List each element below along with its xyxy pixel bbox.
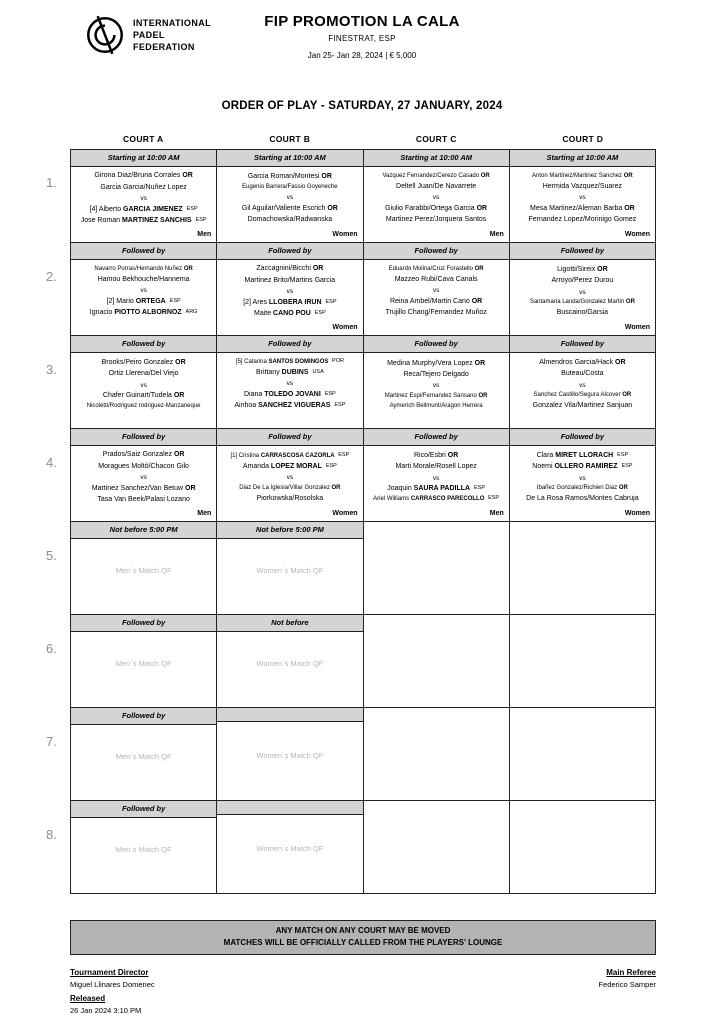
vs-label: vs <box>140 381 147 389</box>
match-cell <box>217 708 363 801</box>
cell-schedule-label: Followed by <box>71 243 216 260</box>
match-body <box>71 167 216 231</box>
match-body <box>217 815 362 882</box>
match-body <box>71 260 216 324</box>
schedule-row <box>38 522 656 615</box>
player-line: Medina Murphy/Vera Lopez OR <box>387 359 486 367</box>
main-referee-label: Main Referee <box>606 967 656 977</box>
gender-label: Men <box>197 510 212 517</box>
player-line: Women´s Match QF <box>256 843 324 853</box>
logo-line: FEDERATION <box>133 42 195 53</box>
player-line: Reina Ambel/Martin Cano OR <box>390 297 483 305</box>
row-number: 4. <box>46 455 57 470</box>
player-line: Nicoletti/Rodriguez rodriguez-Manzaneque <box>86 403 201 410</box>
court-header: COURT D <box>562 134 604 144</box>
gender-label <box>71 324 216 335</box>
match-body <box>71 818 216 882</box>
match-cell <box>510 801 656 894</box>
player-line: Reca/Tejero Delgado <box>403 370 469 378</box>
order-of-play-table <box>38 134 656 894</box>
gender-label <box>217 696 362 707</box>
player-line: Ainhoa SANCHEZ VIGUERAS ESP <box>234 402 346 410</box>
match-cell <box>217 615 363 708</box>
gender-label <box>364 882 509 893</box>
row-number: 8. <box>46 827 57 842</box>
cell-schedule-label <box>217 801 362 815</box>
player-line: Men´s Match QF <box>115 845 172 855</box>
cell-schedule-label: Followed by <box>217 336 362 353</box>
cell-schedule-label: Followed by <box>364 336 509 353</box>
player-line: Women´s Match QF <box>256 750 324 760</box>
player-line: Diana TOLEDO JOVANI ESP <box>244 390 336 398</box>
row-number: 7. <box>46 734 57 749</box>
match-body <box>217 446 362 510</box>
player-line: Domachowska/Radwanska <box>247 216 333 224</box>
gender-label <box>364 324 509 335</box>
schedule-row <box>38 801 656 894</box>
player-line: Martinez Sanchez/Van Betuw OR <box>91 484 196 492</box>
match-cell <box>71 708 217 801</box>
match-body <box>364 260 509 324</box>
match-body <box>217 260 362 324</box>
cell-schedule-label <box>217 708 362 722</box>
match-cell <box>510 522 656 615</box>
player-line: Garcia Garcia/Nuñez Lopez <box>100 183 187 191</box>
match-body <box>510 260 655 324</box>
player-line: Men´s Match QF <box>115 566 172 576</box>
match-body <box>217 539 362 603</box>
vs-label: vs <box>579 474 586 482</box>
cell-schedule-label: Not before 5:00 PM <box>71 522 216 539</box>
player-line: Arroyo/Perez Durou <box>551 277 614 285</box>
schedule-row <box>38 708 656 801</box>
document-header <box>0 0 724 88</box>
gender-label: Women <box>332 510 358 517</box>
cell-schedule-label: Starting at 10:00 AM <box>71 150 216 167</box>
player-line: De La Rosa Ramos/Montes Cabruja <box>526 495 639 503</box>
match-cell <box>217 429 363 522</box>
cell-schedule-label: Not before 5:00 PM <box>217 522 362 539</box>
vs-label: vs <box>579 194 586 202</box>
match-body <box>71 353 216 417</box>
match-cell <box>364 522 510 615</box>
player-line: Navarro Porras/Hernando Nuñez OR <box>94 266 193 273</box>
cell-schedule-label: Followed by <box>217 243 362 260</box>
match-cell <box>71 336 217 429</box>
match-body <box>510 801 655 882</box>
match-cell <box>510 243 656 336</box>
match-cell <box>217 336 363 429</box>
vs-label: vs <box>140 194 147 202</box>
match-body <box>217 632 362 696</box>
player-line: Garcia Roman/Montesi OR <box>247 173 332 181</box>
gender-label <box>217 789 362 800</box>
vs-label: vs <box>140 287 147 295</box>
player-line: Deltell Juan/De Navarrete <box>396 183 477 191</box>
match-body <box>217 167 362 231</box>
player-line: Anton Martinez/Martinez Sanchez OR <box>532 173 633 180</box>
player-line: [4] Alberto GARCIA JIMENEZ ESP <box>89 205 198 213</box>
match-body <box>217 722 362 789</box>
player-line: Sanchez Castillo/Segura Alcover OR <box>533 392 632 399</box>
player-line: Ortiz Llerena/Del Viejo <box>108 370 179 378</box>
match-cell <box>364 243 510 336</box>
gender-label: Men <box>489 510 504 517</box>
player-line: [1] Cristina CARRASCOSA CAZORLA ESP <box>230 451 350 459</box>
cell-schedule-label: Not before <box>217 615 362 632</box>
gender-label: Women <box>332 231 358 238</box>
row-number: 5. <box>46 548 57 563</box>
player-line: Brooks/Peiro Gonzalez OR <box>101 359 186 367</box>
match-body <box>364 446 509 510</box>
match-cell <box>71 150 217 243</box>
match-body <box>510 708 655 789</box>
court-header: COURT C <box>415 134 457 144</box>
cell-schedule-label: Followed by <box>364 243 509 260</box>
match-body <box>510 615 655 696</box>
match-body <box>71 446 216 510</box>
cell-schedule-label: Followed by <box>71 801 216 818</box>
match-body <box>217 353 362 417</box>
player-line: Rico/Esbri OR <box>413 452 459 460</box>
event-title: FIP PROMOTION LA CALA <box>264 13 460 30</box>
row-number: 6. <box>46 641 57 656</box>
row-number: 2. <box>46 269 57 284</box>
gender-label <box>217 882 362 893</box>
gender-label <box>510 882 655 893</box>
gender-label <box>71 417 216 428</box>
gender-label <box>510 789 655 800</box>
cell-schedule-label: Followed by <box>510 336 655 353</box>
event-dates-prize: Jan 25- Jan 28, 2024 | € 5,000 <box>307 51 417 60</box>
gender-label <box>217 417 362 428</box>
player-line: Fernandez Lopez/Morinigo Gomez <box>528 216 637 224</box>
cell-schedule-label: Followed by <box>510 429 655 446</box>
player-line: Clara MIRET LLORACH ESP <box>536 452 629 460</box>
player-line: Trujillo Chang/Fernandez Muñoz <box>385 309 487 317</box>
vs-label: vs <box>432 287 440 295</box>
player-line: Brittany DUBINS USA <box>255 369 324 377</box>
gender-label: Women <box>624 324 650 331</box>
match-cell <box>71 801 217 894</box>
logo-line: INTERNATIONAL <box>133 17 212 28</box>
player-line: Aymerich Bellmunt/Aragon Herrera <box>389 402 483 409</box>
gender-label <box>510 417 655 428</box>
gender-label: Men <box>197 231 212 238</box>
cell-schedule-label: Followed by <box>71 336 216 353</box>
vs-label: vs <box>286 473 294 481</box>
match-cell <box>71 615 217 708</box>
gender-label: Women <box>624 231 650 238</box>
gender-label <box>510 603 655 614</box>
event-location: FINESTRAT, ESP <box>328 34 396 43</box>
player-line: Gil Aguilar/Valiente Escrich OR <box>241 204 338 212</box>
player-line: Hermida Vazquez/Suarez <box>542 183 622 191</box>
gender-label <box>71 882 216 893</box>
match-cell <box>364 150 510 243</box>
player-line: Chafer Guinart/Tudela OR <box>102 392 185 400</box>
player-line: Martinez Espi/Fernandez Sansano OR <box>384 392 488 399</box>
match-cell <box>217 150 363 243</box>
player-line: Girona Diaz/Bruna Corrales OR <box>94 172 193 180</box>
court-headers-row <box>70 134 656 144</box>
ipf-logo-icon <box>84 12 126 58</box>
cell-schedule-label: Followed by <box>510 243 655 260</box>
cell-schedule-label: Starting at 10:00 AM <box>217 150 362 167</box>
match-body <box>510 446 655 510</box>
match-body <box>510 522 655 603</box>
gender-label <box>71 789 216 800</box>
court-header: COURT A <box>122 134 164 144</box>
credits-left <box>70 963 155 1015</box>
schedule-row <box>38 429 656 522</box>
player-line: Hamou Bekhouche/Hannema <box>97 276 190 284</box>
match-cell <box>364 708 510 801</box>
cell-schedule-label: Followed by <box>71 429 216 446</box>
gender-label: Men <box>489 231 504 238</box>
player-line: Buteau/Costa <box>561 370 604 378</box>
vs-label: vs <box>140 473 147 481</box>
notice-line: MATCHES WILL BE OFFICIALLY CALLED FROM THE PLAYERS' LOUNGE <box>223 938 503 948</box>
match-cell <box>510 615 656 708</box>
vs-label: vs <box>432 474 440 482</box>
match-cell <box>364 336 510 429</box>
match-cell <box>217 801 363 894</box>
gender-label <box>71 603 216 614</box>
vs-label: vs <box>286 194 294 202</box>
cell-schedule-label: Starting at 10:00 AM <box>510 150 655 167</box>
gender-label <box>364 603 509 614</box>
player-line: Eugenio Barrera/Fassio Goyeneche <box>242 184 338 191</box>
player-line: Mazzeo Rubi/Cava Canals <box>394 276 478 284</box>
ipf-logo <box>84 12 211 58</box>
ipf-logo-text <box>133 17 211 53</box>
logo-line: PADEL <box>133 29 165 40</box>
player-line: Mesa Martinez/Aleman Barba OR <box>530 204 635 212</box>
court-header: COURT B <box>269 134 311 144</box>
match-cell <box>71 429 217 522</box>
match-body <box>364 708 509 789</box>
schedule-row <box>38 336 656 429</box>
player-line: Ligotti/Sireix OR <box>557 266 608 274</box>
tournament-director-name: Miguel Llinares Domenec <box>70 979 155 989</box>
released-timestamp: 26 Jan 2024 3:10 PM <box>70 1005 142 1015</box>
cell-schedule-label: Starting at 10:00 AM <box>364 150 509 167</box>
player-line: Martinez Perez/Jorquera Santos <box>385 216 487 224</box>
gender-label: Women <box>332 324 358 331</box>
schedule-row <box>38 243 656 336</box>
player-line: [2] Mario ORTEGA ESP <box>106 297 181 305</box>
player-line: Tasa Van Beek/Palasi Lozano <box>97 495 190 503</box>
player-line: Noemi OLLERO RAMIREZ ESP <box>532 463 633 471</box>
match-cell <box>510 708 656 801</box>
gender-label <box>364 696 509 707</box>
vs-label: vs <box>286 380 294 388</box>
main-referee-name: Federico Samper <box>598 979 656 989</box>
match-body <box>364 167 509 231</box>
player-line: Diaz De La Iglesia/Villar Gonzalez OR <box>239 484 341 491</box>
player-line: Santamaria Landa/Gonzalez Martin OR <box>529 299 635 306</box>
match-cell <box>364 801 510 894</box>
gender-label <box>364 417 509 428</box>
match-body <box>510 353 655 417</box>
player-line: Men´s Match QF <box>115 752 172 762</box>
player-line: Moragues Moltó/Chacon Gilo <box>98 462 189 470</box>
match-body <box>71 632 216 696</box>
gender-label: Women <box>624 510 650 517</box>
player-line: Piorkowska/Rosolska <box>256 494 324 502</box>
match-body <box>71 539 216 603</box>
cell-schedule-label: Followed by <box>71 615 216 632</box>
player-line: Prados/Saiz Gonzalez OR <box>102 451 185 459</box>
match-cell <box>71 522 217 615</box>
player-line: Zaccagnini/Bicchi OR <box>256 265 324 273</box>
player-line: Jose Roman MARTINEZ SANCHIS ESP <box>80 216 207 224</box>
match-cell <box>364 615 510 708</box>
player-line: Giulio Farabbi/Ortega Garcia OR <box>385 204 488 212</box>
credits-right <box>598 963 656 1015</box>
player-line: Marti Morale/Rosell Lopez <box>395 463 477 471</box>
notice-line: ANY MATCH ON ANY COURT MAY BE MOVED <box>275 926 451 935</box>
released-label: Released <box>70 993 106 1003</box>
cell-schedule-label: Followed by <box>217 429 362 446</box>
player-line: Gonzalez Vila/Martinez Sanjuan <box>532 402 633 410</box>
schedule-grid <box>38 149 656 894</box>
match-cell <box>510 336 656 429</box>
match-body <box>510 167 655 231</box>
gender-label <box>364 789 509 800</box>
player-line: Maite CANO POU ESP <box>253 309 326 317</box>
match-body <box>364 615 509 696</box>
schedule-row <box>38 615 656 708</box>
player-line: Joaquin SAURA PADILLA ESP <box>387 485 486 493</box>
vs-label: vs <box>286 287 294 295</box>
match-cell <box>510 150 656 243</box>
cell-schedule-label: Followed by <box>364 429 509 446</box>
player-line: Eduardo Molina/Cruz Forastello OR <box>388 266 484 273</box>
tournament-director-label: Tournament Director <box>70 967 149 977</box>
row-number: 1. <box>46 175 57 190</box>
player-line: Women´s Match QF <box>256 659 324 669</box>
gender-label <box>217 603 362 614</box>
player-line: Men´s Match QF <box>115 659 172 669</box>
notice-banner <box>70 920 656 955</box>
player-line: Amanda LOPEZ MORAL ESP <box>242 462 337 470</box>
match-cell <box>217 243 363 336</box>
player-line: [5] Catarina SANTOS DOMINGOS POR <box>235 358 344 366</box>
player-line: Women´s Match QF <box>256 566 324 576</box>
player-line: Vazquez Fernandez/Cerezo Casado OR <box>382 173 490 180</box>
match-body <box>364 801 509 882</box>
player-line: Almendros Garcia/Hack OR <box>539 359 626 367</box>
schedule-row <box>38 149 656 243</box>
player-line: Ignacio PIOTTO ALBORNOZ ARG <box>89 309 198 317</box>
match-cell <box>217 522 363 615</box>
match-body <box>364 522 509 603</box>
vs-label: vs <box>579 381 586 389</box>
row-number: 3. <box>46 362 57 377</box>
match-cell <box>510 429 656 522</box>
order-of-play-title: ORDER OF PLAY - SATURDAY, 27 JANUARY, 2024 <box>221 100 503 112</box>
gender-label <box>71 696 216 707</box>
vs-label: vs <box>579 288 586 296</box>
gender-label <box>510 696 655 707</box>
vs-label: vs <box>432 382 440 390</box>
vs-label: vs <box>432 194 440 202</box>
player-line: Buscaino/Garsia <box>556 309 609 317</box>
match-body <box>71 725 216 789</box>
cell-schedule-label: Followed by <box>71 708 216 725</box>
player-line: Martinez Brito/Martins Garcia <box>244 276 336 284</box>
match-cell <box>71 243 217 336</box>
player-line: Ibañez Gonzalez/Richieri Diaz OR <box>536 485 628 492</box>
match-body <box>364 353 509 417</box>
match-cell <box>364 429 510 522</box>
player-line: [2] Ares LLOBERA IRUN ESP <box>243 298 337 306</box>
credits-footer <box>70 963 656 1015</box>
player-line: Ariel Williams CARRASCO PARECOLLO ESP <box>373 495 500 503</box>
